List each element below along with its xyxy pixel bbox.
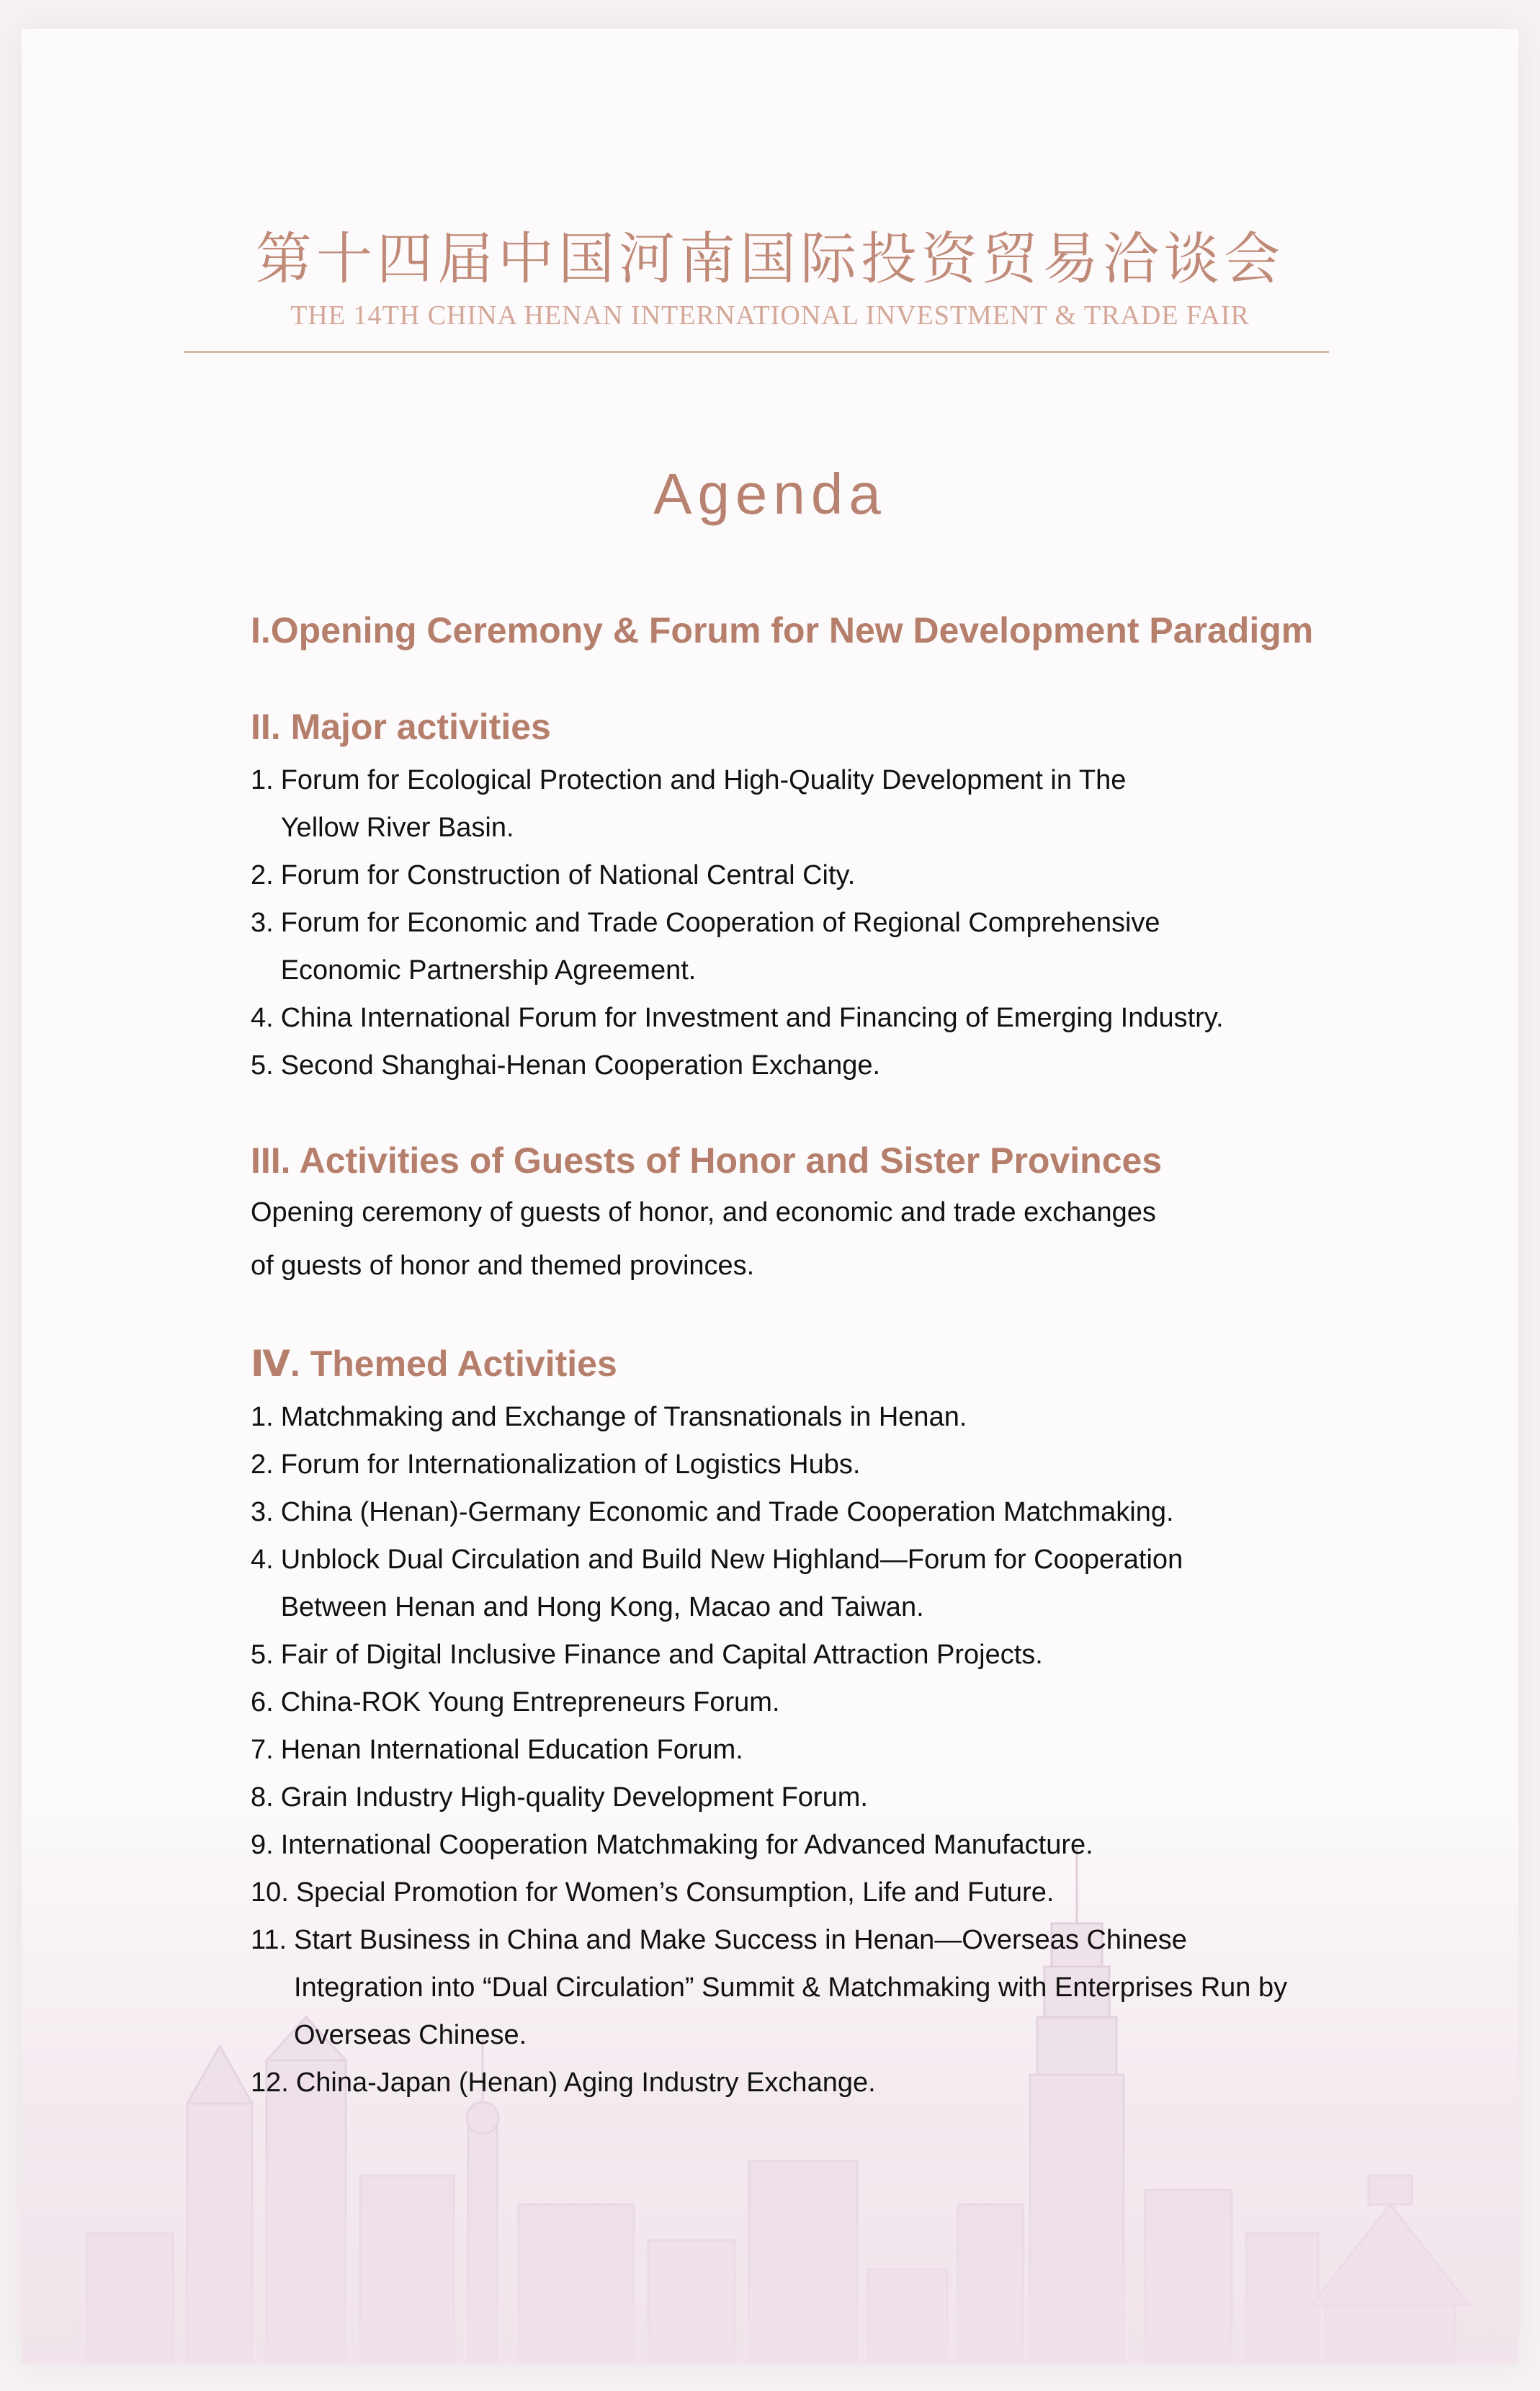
page-title: Agenda xyxy=(653,462,887,526)
list-item: 4. China International Forum for Investment and Financing of Emerging Industry. xyxy=(251,1003,1224,1033)
section-3-text-line-1: Opening ceremony of guests of honor, and economic and trade exchanges xyxy=(251,1197,1156,1228)
section-2-list xyxy=(251,756,1374,1089)
section-3-text-line-2: of guests of honor and themed provinces. xyxy=(251,1251,755,1281)
section-1-heading: I.Opening Ceremony & Forum for New Development Paradigm xyxy=(251,610,1314,651)
header-title-chinese: 第十四届中国河南国际投资贸易洽谈会 xyxy=(255,227,1284,292)
list-item: 4. Unblock Dual Circulation and Build New Highland—Forum for Cooperation Between Henan and Hong Kong, Macao and Taiwan. xyxy=(251,1545,1183,1622)
list-item: 9. International Cooperation Matchmaking for Advanced Manufacture. xyxy=(251,1830,1093,1860)
section-4-heading: Ⅳ. Themed Activities xyxy=(251,1344,617,1384)
section-2-heading: II. Major activities xyxy=(251,707,551,747)
header-divider xyxy=(184,351,1329,353)
agenda-content xyxy=(251,605,1374,2106)
list-item: 6. China-ROK Young Entrepreneurs Forum. xyxy=(251,1687,780,1717)
page xyxy=(22,29,1518,2363)
list-item: 10. Special Promotion for Women’s Consumption, Life and Future. xyxy=(251,1877,1055,1908)
list-item: 5. Second Shanghai-Henan Cooperation Exchange. xyxy=(251,1050,881,1081)
list-item: 5. Fair of Digital Inclusive Finance and Capital Attraction Projects. xyxy=(251,1640,1043,1670)
list-item: 11. Start Business in China and Make Success in Henan—Overseas Chinese Integration into “Dual Circulation” Summit & Matchmaking with Enterprises Run by Overseas Chinese. xyxy=(251,1925,1288,2050)
list-item: 2. Forum for Internationalization of Logistics Hubs. xyxy=(251,1449,861,1480)
list-item: 2. Forum for Construction of National Central City. xyxy=(251,860,856,890)
list-item: 1. Forum for Ecological Protection and High-Quality Development in The Yellow River Basin. xyxy=(251,765,1127,843)
header xyxy=(22,223,1518,331)
list-item: 3. China (Henan)-Germany Economic and Trade Cooperation Matchmaking. xyxy=(251,1497,1174,1527)
section-3-heading: III. Activities of Guests of Honor and Sister Provinces xyxy=(251,1140,1163,1181)
list-item: 12. China-Japan (Henan) Aging Industry Exchange. xyxy=(251,2068,876,2098)
list-item: 7. Henan International Education Forum. xyxy=(251,1735,743,1765)
section-4-list xyxy=(251,1393,1374,2106)
list-item: 3. Forum for Economic and Trade Cooperation of Regional Comprehensive Economic Partnership Agreement. xyxy=(251,908,1160,986)
header-title-english: THE 14TH CHINA HENAN INTERNATIONAL INVESTMENT & TRADE FAIR xyxy=(290,300,1250,331)
list-item: 8. Grain Industry High-quality Development Forum. xyxy=(251,1782,868,1813)
list-item: 1. Matchmaking and Exchange of Transnationals in Henan. xyxy=(251,1402,967,1432)
